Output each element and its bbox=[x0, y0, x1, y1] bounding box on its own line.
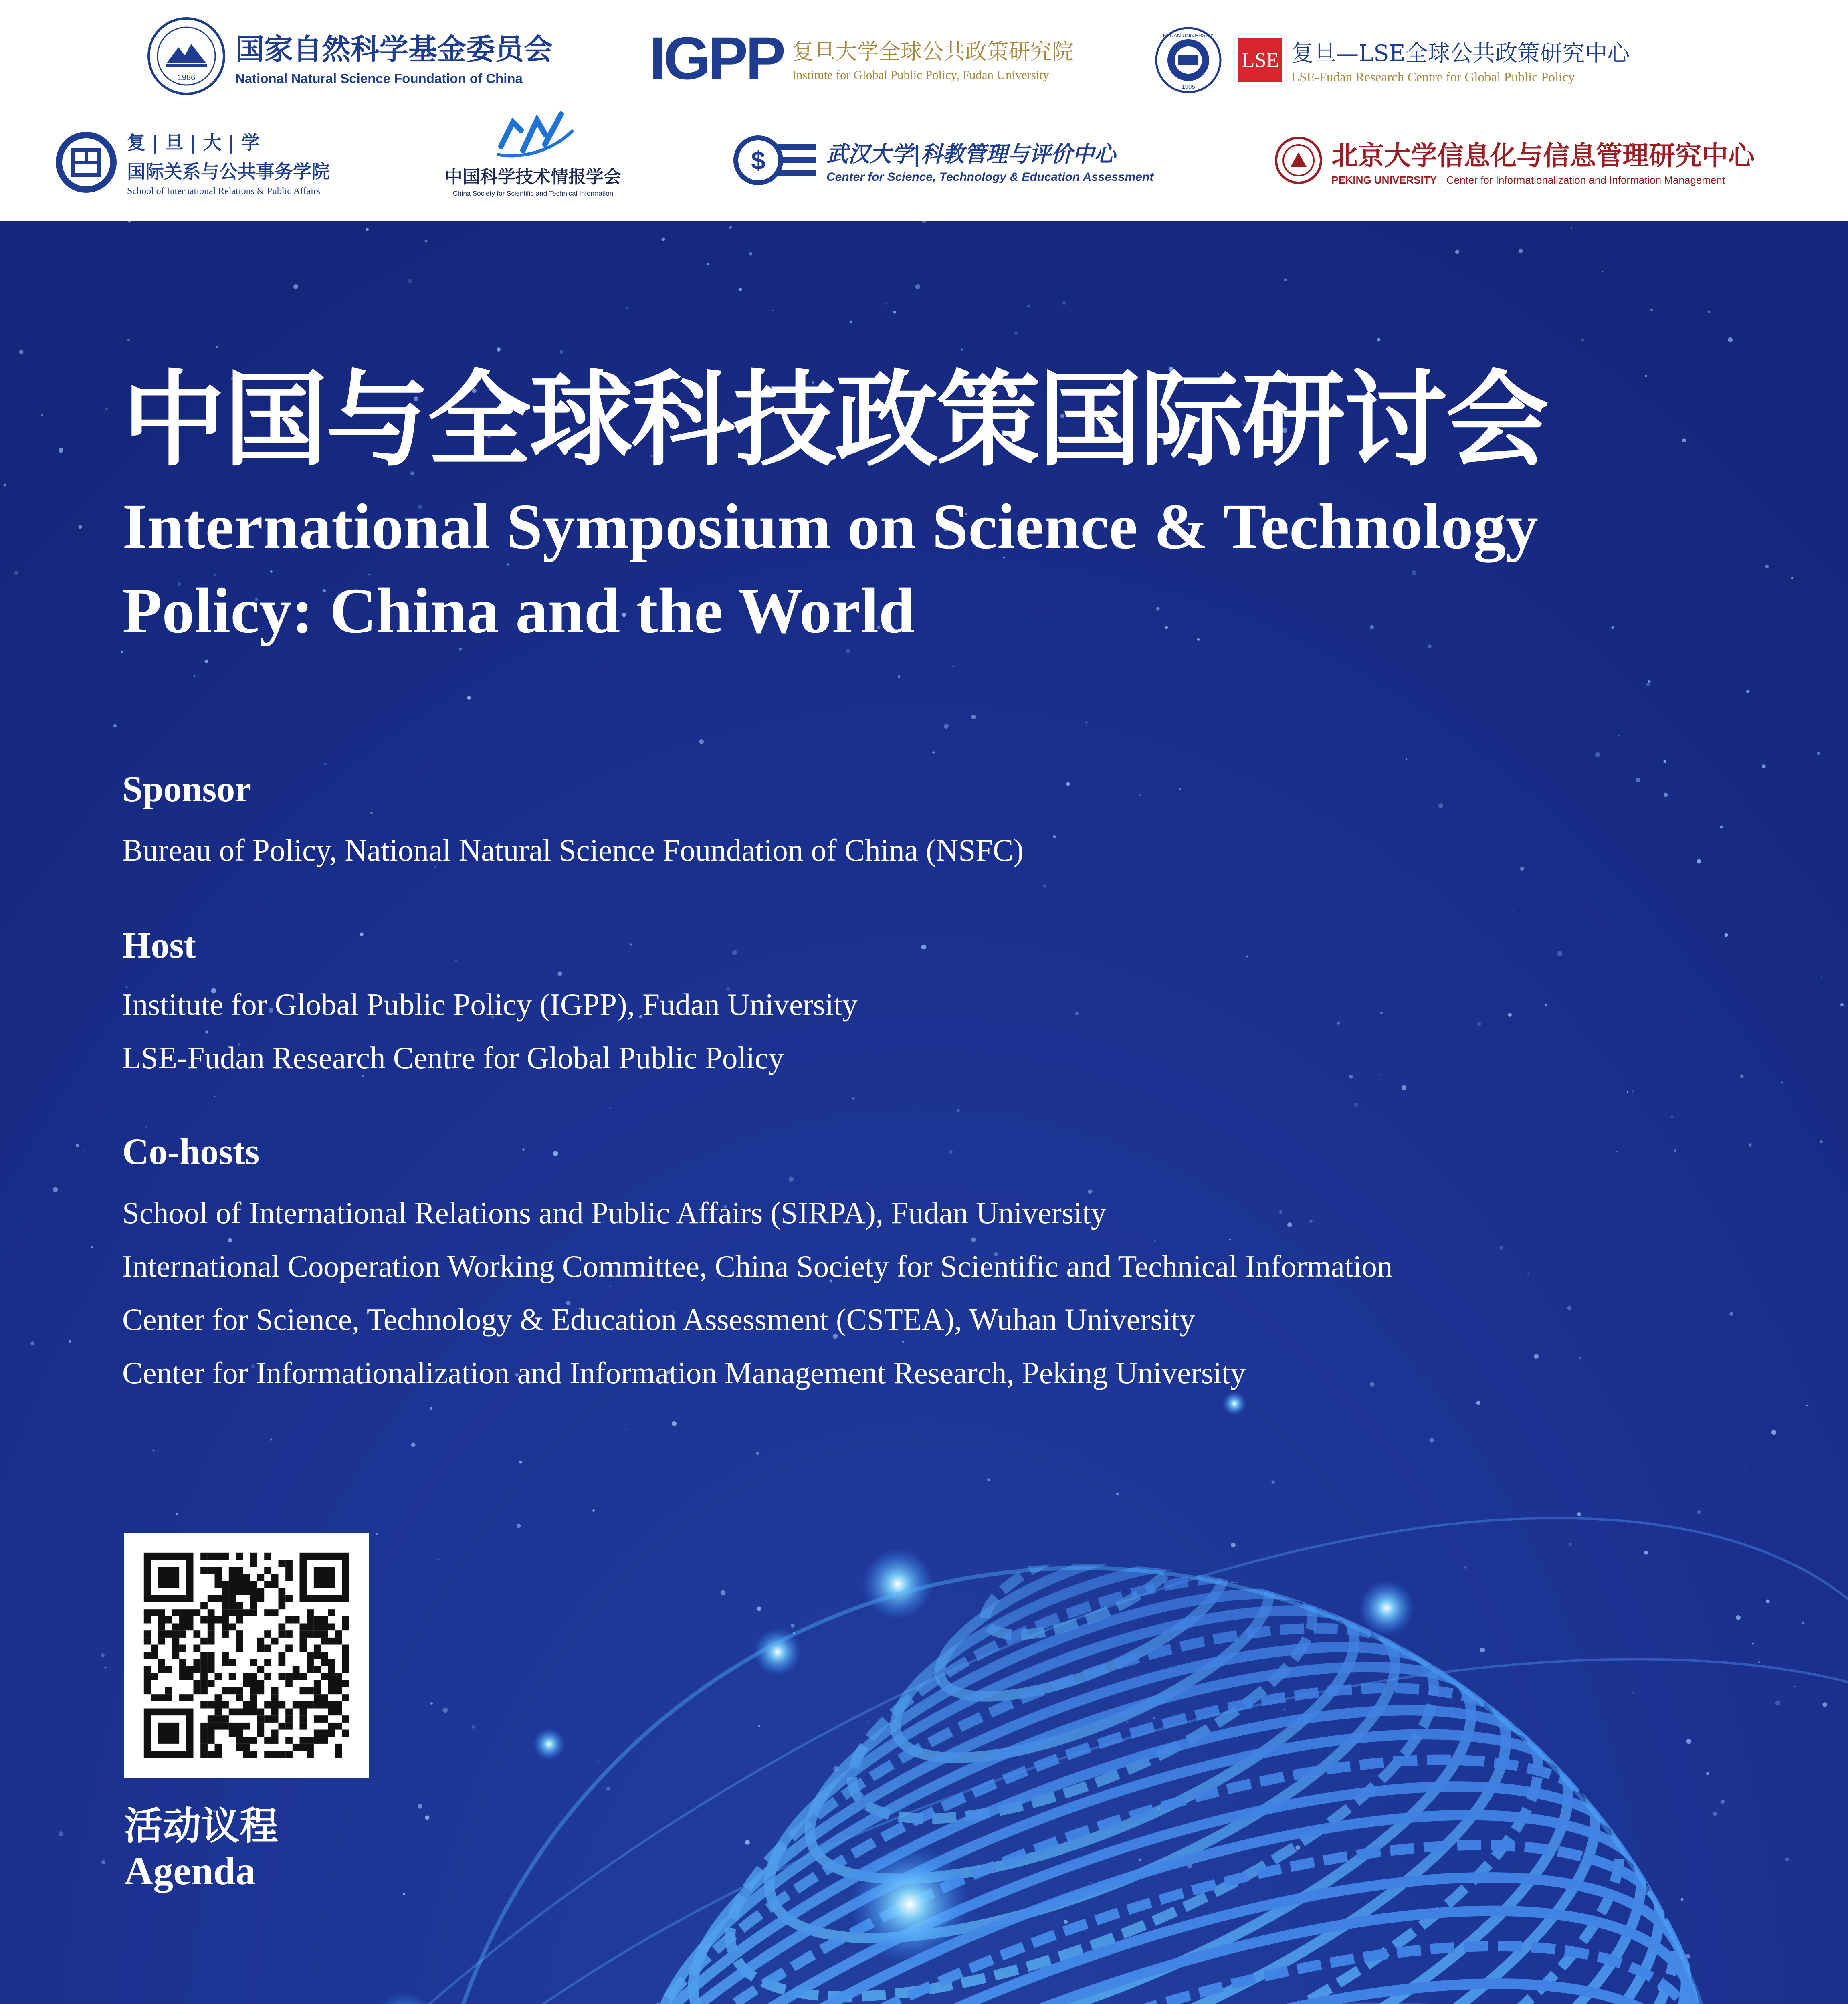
igpp-name-cn: 复旦大学全球公共政策研究院 bbox=[792, 38, 1074, 64]
cssti-name-en: China Society for Scientific and Technical Information bbox=[452, 190, 614, 197]
title-english bbox=[122, 485, 1725, 653]
cstea-logo bbox=[733, 128, 1153, 192]
igpp-abbr: IGPP bbox=[649, 24, 784, 92]
sponsor-heading: Sponsor bbox=[122, 768, 252, 809]
pku-name-en-a: PEKING UNIVERSITY bbox=[1331, 174, 1437, 186]
lse-name-cn: 复旦—LSE全球公共政策研究中心 bbox=[1291, 40, 1630, 67]
svg-text:FUDAN UNIVERSITY: FUDAN UNIVERSITY bbox=[1163, 32, 1214, 38]
host-list bbox=[122, 978, 858, 1085]
qr-code-icon bbox=[124, 1533, 369, 1778]
cssti-name-cn: 中国科学技术情报学会 bbox=[445, 167, 621, 187]
nsfc-name-en: National Natural Science Foundation of China bbox=[235, 71, 523, 86]
sirpa-name-top: 复 | 旦 | 大 | 学 bbox=[127, 131, 260, 154]
title-chinese: 中国与全球科技政策国际研讨会 bbox=[122, 359, 1547, 480]
qr-modules bbox=[144, 1553, 349, 1758]
cssti-logo bbox=[445, 106, 621, 202]
nsfc-seal-icon bbox=[146, 16, 226, 96]
lse-name-en: LSE-Fudan Research Centre for Global Public Policy bbox=[1291, 70, 1575, 85]
host-item: LSE-Fudan Research Centre for Global Public Policy bbox=[122, 1040, 784, 1075]
cohost-item: Center for Science, Technology & Education Assessment (CSTEA), Wuhan University bbox=[122, 1302, 1195, 1337]
igpp-logo bbox=[649, 18, 1073, 98]
cohost-item: International Cooperation Working Committee, China Society for Scientific and Technical Information bbox=[122, 1249, 1393, 1283]
pku-name-cn: 北京大学信息化与信息管理研究中心 bbox=[1331, 140, 1755, 171]
cstea-name-cn: 武汉大学|科教管理与评价中心 bbox=[826, 141, 1116, 167]
title-english-line-1: International Symposium on Science & Technology bbox=[122, 491, 1538, 563]
lse-fudan-logo bbox=[1154, 22, 1630, 98]
pku-name-en-b: Center for Informationalization and Information Management bbox=[1446, 174, 1725, 186]
cohosts-heading: Co-hosts bbox=[122, 1131, 260, 1172]
cstea-emblem-icon bbox=[733, 132, 818, 188]
svg-text:1905: 1905 bbox=[1182, 83, 1195, 90]
cssti-emblem-icon bbox=[485, 106, 581, 162]
nsfc-logo bbox=[146, 12, 553, 100]
sirpa-name-en: School of International Relations & Public Affairs bbox=[127, 186, 321, 196]
sirpa-seal-icon bbox=[54, 130, 118, 194]
title-english-line-2: Policy: China and the World bbox=[122, 575, 915, 647]
cohost-item: School of International Relations and Public Affairs (SIRPA), Fudan University bbox=[122, 1196, 1107, 1230]
logo-bar bbox=[0, 0, 1848, 221]
nsfc-name-cn: 国家自然科学基金委员会 bbox=[235, 32, 553, 66]
sirpa-logo bbox=[54, 122, 330, 202]
igpp-name-en: Institute for Global Public Policy, Fudan University bbox=[792, 67, 1049, 82]
lse-badge: LSE bbox=[1238, 38, 1282, 82]
sponsor-item: Bureau of Policy, National Natural Science Foundation of China (NSFC) bbox=[122, 833, 1024, 867]
cohosts-list bbox=[122, 1186, 1393, 1400]
fudan-seal-icon bbox=[1154, 26, 1222, 94]
host-heading: Host bbox=[122, 925, 196, 966]
pku-logo bbox=[1274, 124, 1755, 196]
agenda-qr-code[interactable] bbox=[124, 1533, 369, 1778]
cstea-name-en: Center for Science, Technology & Education Assessment bbox=[826, 170, 1154, 184]
svg-text:$: $ bbox=[751, 146, 765, 175]
sponsor-list bbox=[122, 824, 1024, 877]
agenda-label-en: Agenda bbox=[124, 1848, 256, 1893]
cohost-item: Center for Informationalization and Information Management Research, Peking University bbox=[122, 1356, 1246, 1390]
host-item: Institute for Global Public Policy (IGPP), Fudan University bbox=[122, 987, 858, 1022]
svg-text:1986: 1986 bbox=[177, 73, 196, 82]
agenda-label-cn: 活动议程 bbox=[124, 1803, 278, 1848]
pku-seal-icon bbox=[1274, 136, 1323, 184]
sirpa-name-cn: 国际关系与公共事务学院 bbox=[127, 160, 330, 182]
